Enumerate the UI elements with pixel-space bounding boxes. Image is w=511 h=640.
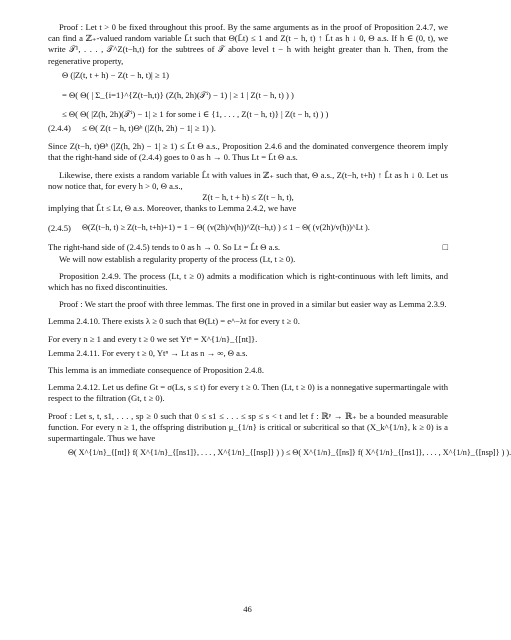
lemma-statement: Lemma 2.4.10. There exists λ ≥ 0 such that Θ(Lt) = e^−λt for every t ≥ 0. bbox=[48, 316, 300, 327]
text-paragraph: We will now establish a regularity property of the process (Lt, t ≥ 0). bbox=[59, 253, 296, 264]
qed-symbol: □ bbox=[442, 242, 448, 253]
equation-2-4-4 bbox=[48, 123, 448, 135]
display-equation-line-3: ≤ Θ( Θ( |Z(h, 2h)(𝒯ⁱ) − 1| ≥ 1 for some i ∈ {1, . . . , Z(t − h, t)} | Z(t − h, t) ) ) bbox=[62, 109, 329, 120]
proposition-statement: Proposition 2.4.9. The process (Lt, t ≥ 0) admits a modification which is right-continuous with left limits, and which has no fixed discontinuities. bbox=[48, 270, 448, 293]
equation-2-4-5 bbox=[48, 217, 448, 239]
proof-paragraph: Proof : Let t > 0 be fixed throughout this proof. By the same arguments as in the proof of Proposition 2.4.7, we can find a ℤ₊-valued random variable L̄t such that Θ(L̄t) ≤ 1 and Z(t − h, t) ↑ L̄t as h ↓ 0, Θ a.s. If h ∈ (0, t), we write 𝒯¹, . . . , 𝒯^Z(t−h,t) for the subtrees of 𝒯 above level t − h with height greater than h. Then, from the regenerative property, bbox=[48, 22, 448, 66]
proof-paragraph: Proof : We start the proof with three lemmas. The first one in proved in a similar but easier way as Lemma 2.3.9. bbox=[59, 299, 447, 310]
equation-body: Θ(Z(t−h, t) ≥ Z(t−h, t+h)+1) = 1 − Θ( (v(2h)/v(h))^Z(t−h,t) ) ≤ 1 − Θ( (v(2h)/v(h))^Lt ). bbox=[82, 223, 370, 233]
text-paragraph: This lemma is an immediate consequence of Proposition 2.4.8. bbox=[48, 365, 264, 376]
equation-label: (2.4.4) bbox=[48, 123, 71, 134]
proof-paragraph: Proof : Let s, t, s1, . . . , sp ≥ 0 such that 0 ≤ s1 ≤ . . . ≤ sp ≤ s < t and let f : ℝᵖ → ℝ₊ be a bounded measurable function. For every n ≥ 1, the offspring distribution μ_{1/n} is critical or subcritical so that (X_k^{1/n}, k ≥ 0) is a supermartingale. Thus we have bbox=[48, 410, 448, 444]
text-paragraph: implying that L̂t ≤ Lt, Θ a.s. Moreover, thanks to Lemma 2.4.2, we have bbox=[48, 203, 297, 214]
text-paragraph: For every n ≥ 1 and every t ≥ 0 we set Ytⁿ = X^{1/n}_{[nt]}. bbox=[48, 333, 258, 344]
lemma-statement: Lemma 2.4.12. Let us define Gt = σ(Ls, s ≤ t) for every t ≥ 0. Then (Lt, t ≥ 0) is a nonnegative supermartingale with respect to the filtration (Gt, t ≥ 0). bbox=[48, 382, 448, 404]
lemma-statement: Lemma 2.4.11. For every t ≥ 0, Ytⁿ → Lt as n → ∞, Θ a.s. bbox=[48, 347, 248, 358]
display-equation-line-1: Θ (|Z(t, t + h) − Z(t − h, t)| ≥ 1) bbox=[62, 69, 169, 80]
display-equation: Z(t − h, t + h) ≤ Z(t − h, t), bbox=[202, 192, 294, 203]
display-equation-line-2: = Θ( Θ( | Σ_{i=1}^{Z(t−h,t)} (Z(h, 2h)(𝒯ⁱ) − 1) | ≥ 1 | Z(t − h, t) ) ) bbox=[62, 90, 294, 101]
text-paragraph: Since Z(t−h, t)Θʰ (|Z(h, 2h) − 1| ≥ 1) ≤ L̄t Θ a.s., Proposition 2.4.6 and the dominated convergence theorem imply that the right-hand side of (2.4.4) goes to 0 as h → 0. Thus Lt = L̄t Θ a.s. bbox=[48, 141, 448, 163]
equation-label: (2.4.5) bbox=[48, 223, 71, 234]
page-number: 46 bbox=[243, 604, 252, 614]
text-paragraph: Likewise, there exists a random variable L̂t with values in ℤ₊ such that, Θ a.s., Z(t−h, t+h) ↑ L̂t as h ↓ 0. Let us now notice that, for every h > 0, Θ a.s., bbox=[48, 169, 448, 191]
text-paragraph bbox=[48, 242, 448, 253]
document-page bbox=[48, 22, 511, 458]
equation-body: ≤ Θ( Z(t − h, t)Θʰ (|Z(h, 2h) − 1| ≥ 1) ). bbox=[82, 123, 216, 134]
display-equation-final: Θ( X^{1/n}_{[nt]} f( X^{1/n}_{[ns1]}, . . . , X^{1/n}_{[nsp]} ) ) ≤ Θ( X^{1/n}_{[ns]} f( X^{1/n}_{[ns1]}, . . . , X^{1/n}_{[nsp]} ) ). bbox=[68, 448, 511, 458]
text-sentence: The right-hand side of (2.4.5) tends to 0 as h → 0. So Lt = L̂t Θ a.s. bbox=[48, 242, 281, 253]
